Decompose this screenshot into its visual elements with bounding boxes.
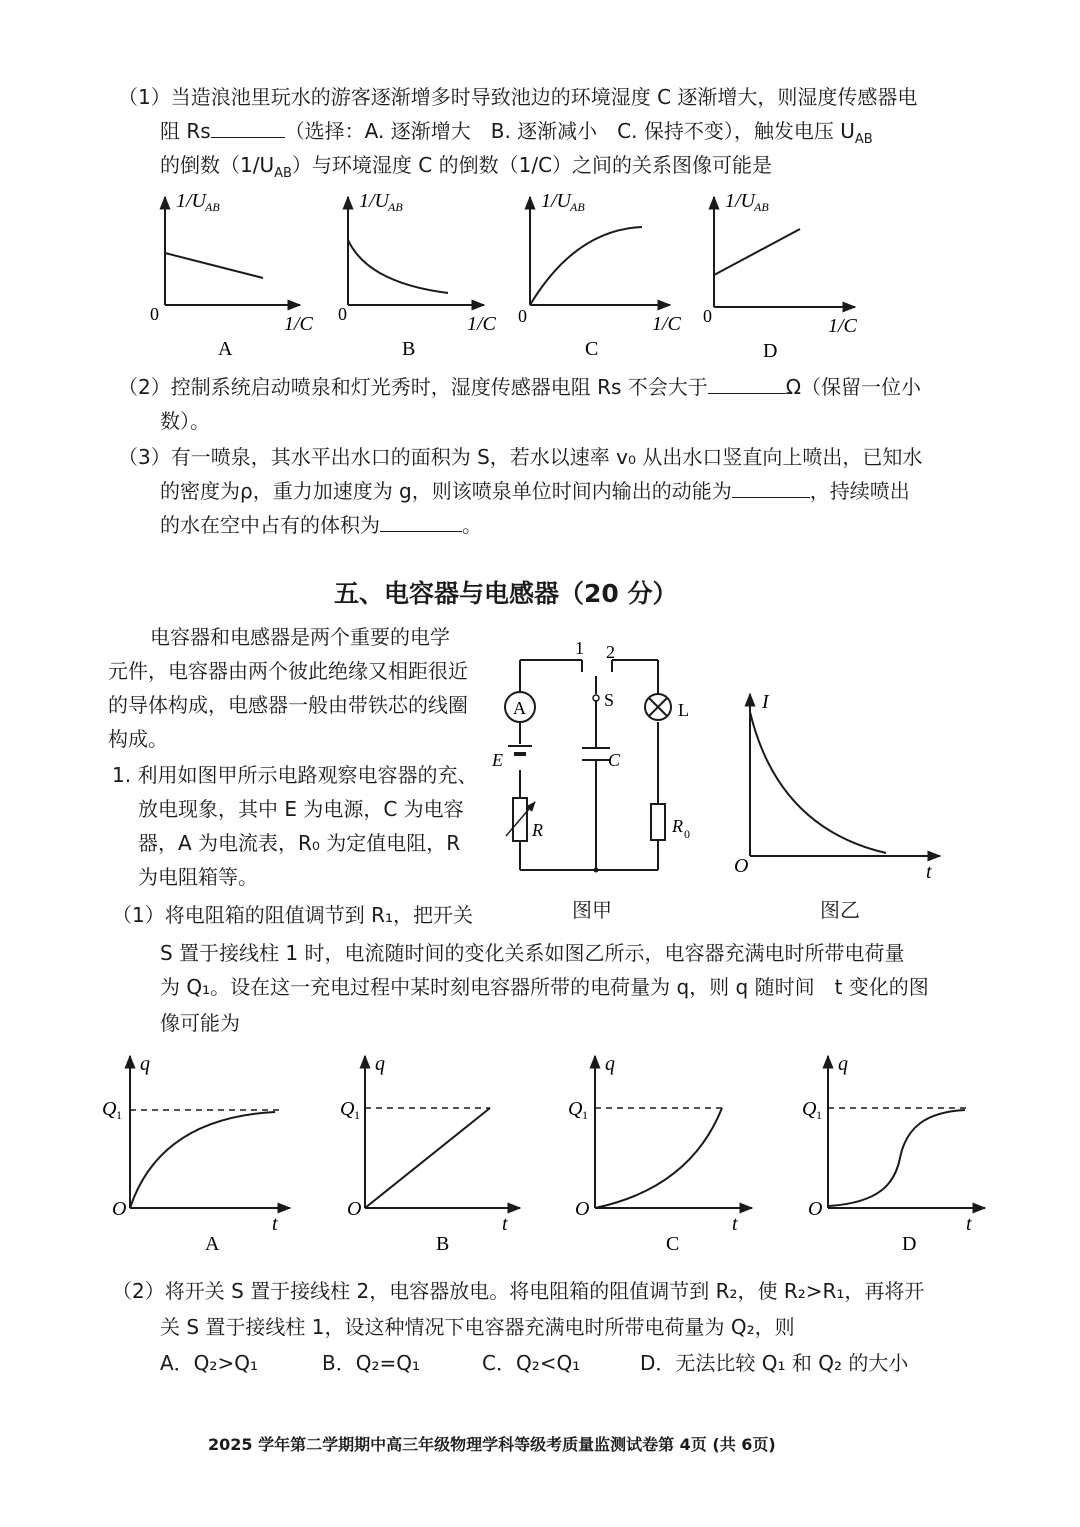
svg-text:Q: Q bbox=[568, 1098, 583, 1120]
svg-text:1: 1 bbox=[582, 1108, 588, 1122]
svg-text:q: q bbox=[605, 1053, 615, 1075]
q1-line2-b: （选择：A. 逐渐增大 B. 逐渐减小 C. 保持不变），触发电压 U bbox=[284, 119, 855, 143]
graph-1B-curve bbox=[348, 240, 448, 293]
graph-1D-ysub: AB bbox=[754, 200, 769, 214]
terminal-1-label: 1 bbox=[575, 638, 584, 658]
battery-label: E bbox=[492, 750, 503, 770]
q3-line3-b: 。 bbox=[462, 513, 482, 537]
battery-icon bbox=[508, 746, 532, 754]
graph-1A-ysub: AB bbox=[205, 200, 220, 214]
intro-line-2: 元件，电容器由两个彼此绝缘又相距很近 bbox=[108, 659, 468, 683]
graph-1C-ysub: AB bbox=[570, 200, 585, 214]
graph-1B-xlabel: 1/C bbox=[467, 313, 496, 335]
graph-yi-curve bbox=[750, 712, 886, 853]
svg-text:t: t bbox=[272, 1213, 278, 1235]
sub1-line-1: （1）将电阻箱的阻值调节到 R₁，把开关 bbox=[112, 903, 473, 927]
q3-line2-b: ，持续喷出 bbox=[809, 479, 910, 503]
q1-answer-blank[interactable] bbox=[211, 117, 285, 138]
sub2-choice-c[interactable]: C．Q₂<Q₁ bbox=[482, 1351, 581, 1375]
graph-1A-origin: 0 bbox=[150, 304, 159, 324]
graph-yi-xlabel: t bbox=[926, 861, 932, 883]
sub1-line-3: 为 Q₁。设在这一充电过程中某时刻电容器所带的电荷量为 q，则 q 随时间 t 变化的图 bbox=[160, 975, 929, 999]
page-footer: 2025 学年第二学期期中高三年级物理学科等级考质量监测试卷第 4页 (共 6页) bbox=[208, 1435, 776, 1454]
svg-text:O: O bbox=[347, 1198, 362, 1220]
graph-1A-line bbox=[165, 253, 263, 278]
graph-1A-letter: A bbox=[218, 338, 233, 360]
graph-2C[interactable] bbox=[568, 1053, 752, 1255]
p1-line-1: 1. 利用如图甲所示电路观察电容器的充、 bbox=[112, 763, 478, 787]
graph-2D-letter: D bbox=[902, 1233, 917, 1255]
graph-yi bbox=[728, 688, 958, 888]
graph-1D-xlabel: 1/C bbox=[828, 315, 857, 337]
graph-2D[interactable] bbox=[802, 1053, 985, 1255]
graph-2C-letter: C bbox=[666, 1233, 680, 1255]
svg-text:Q: Q bbox=[102, 1098, 117, 1120]
graph-1C-ylabel: 1/U bbox=[541, 190, 571, 212]
graph-1A-xlabel: 1/C bbox=[284, 313, 313, 335]
graph-2C-curve bbox=[595, 1108, 722, 1208]
q2-line1-a: （2）控制系统启动喷泉和灯光秀时，湿度传感器电阻 Rs 不会大于 bbox=[118, 375, 708, 399]
sub2-choice-d[interactable]: D．无法比较 Q₁ 和 Q₂ 的大小 bbox=[640, 1351, 909, 1375]
q2-line1 bbox=[118, 370, 921, 404]
intro-line-3: 的导体构成，电感器一般由带铁芯的线圈 bbox=[108, 693, 468, 717]
resistor-r0-label: R bbox=[672, 816, 683, 836]
graph-1B[interactable] bbox=[338, 190, 497, 360]
svg-text:t: t bbox=[502, 1213, 508, 1235]
svg-text:Q: Q bbox=[802, 1098, 817, 1120]
sub2-choice-b[interactable]: B．Q₂=Q₁ bbox=[322, 1351, 420, 1375]
p1-line-3: 器，A 为电流表，R₀ 为定值电阻，R bbox=[138, 831, 461, 855]
svg-text:q: q bbox=[140, 1053, 150, 1075]
rheostat-icon bbox=[506, 798, 535, 841]
lamp-icon bbox=[645, 694, 671, 720]
graph-1C-curve bbox=[530, 227, 642, 305]
sub2-choice-a[interactable]: A．Q₂>Q₁ bbox=[160, 1351, 258, 1375]
graph-1D-ylabel: 1/U bbox=[725, 190, 755, 212]
svg-text:t: t bbox=[732, 1213, 738, 1235]
lamp-label: L bbox=[678, 700, 689, 720]
graph-2B-line bbox=[365, 1108, 490, 1208]
q3-line2-a: 的密度为ρ，重力加速度为 g，则该喷泉单位时间内输出的动能为 bbox=[160, 479, 732, 503]
section-5-title: 五、电容器与电感器（20 分） bbox=[334, 579, 678, 608]
q3-line3-a: 的水在空中占有的体积为 bbox=[160, 513, 380, 537]
sub1-line-4: 像可能为 bbox=[160, 1011, 240, 1035]
capacitor-label: C bbox=[608, 750, 621, 770]
graph-1B-letter: B bbox=[402, 338, 416, 360]
svg-text:A: A bbox=[513, 698, 526, 718]
graph-yi-origin: O bbox=[734, 855, 749, 877]
q3-line1: （3）有一喷泉，其水平出水口的面积为 S，若水以速率 v₀ 从出水口竖直向上喷出，已知水 bbox=[118, 445, 923, 469]
graph-2A-letter: A bbox=[205, 1233, 220, 1255]
graph-1C-xlabel: 1/C bbox=[652, 313, 681, 335]
q1-line3-sub: AB bbox=[274, 166, 292, 181]
graph-2B-letter: B bbox=[436, 1233, 450, 1255]
graph-1C-letter: C bbox=[585, 338, 599, 360]
graph-2A[interactable] bbox=[102, 1053, 290, 1255]
capacitor-icon bbox=[582, 744, 610, 766]
rheostat-label: R bbox=[532, 820, 543, 840]
graphs-2-set bbox=[0, 1048, 1080, 1258]
q1-line1: （1）当造浪池里玩水的游客逐渐增多时导致池边的环境湿度 C 逐渐增大，则湿度传感器电 bbox=[118, 85, 918, 109]
intro-line-1: 电容器和电感器是两个重要的电学 bbox=[150, 625, 450, 649]
graph-yi-ylabel: I bbox=[762, 691, 769, 713]
q1-line3-a: 的倒数（1/U bbox=[160, 153, 275, 177]
svg-text:q: q bbox=[838, 1053, 848, 1075]
q1-line3-b: ）与环境湿度 C 的倒数（1/C）之间的关系图像可能是 bbox=[291, 153, 773, 177]
graph-2A-curve bbox=[130, 1112, 275, 1208]
graph-2D-curve bbox=[828, 1110, 965, 1206]
svg-text:1: 1 bbox=[816, 1108, 822, 1122]
q2-answer-blank[interactable] bbox=[708, 373, 786, 394]
q3-kinetic-energy-blank[interactable] bbox=[732, 477, 810, 498]
svg-text:O: O bbox=[112, 1198, 127, 1220]
sub2-line-1: （2）将开关 S 置于接线柱 2，电容器放电。将电阻箱的阻值调节到 R₂，使 R₂>R₁，再将开 bbox=[112, 1279, 925, 1303]
intro-line-4: 构成。 bbox=[108, 727, 168, 751]
terminal-2-label: 2 bbox=[606, 642, 615, 662]
resistor-r0-sub: 0 bbox=[684, 827, 690, 841]
p1-line-2: 放电现象，其中 E 为电源，C 为电容 bbox=[138, 797, 464, 821]
svg-text:q: q bbox=[375, 1053, 385, 1075]
q2-line1-b: Ω（保留一位小 bbox=[785, 375, 922, 399]
svg-text:O: O bbox=[575, 1198, 590, 1220]
graph-1C-origin: 0 bbox=[518, 306, 527, 326]
graph-1D-origin: 0 bbox=[703, 306, 712, 326]
sub1-line-2: S 置于接线柱 1 时，电流随时间的变化关系如图乙所示，电容器充满电时所带电荷量 bbox=[160, 941, 905, 965]
p1-line-4: 为电阻箱等。 bbox=[138, 865, 258, 889]
graphs-1-set bbox=[0, 185, 1080, 365]
graph-2B[interactable] bbox=[340, 1053, 520, 1255]
circuit-caption: 图甲 bbox=[572, 900, 612, 922]
svg-text:O: O bbox=[808, 1198, 823, 1220]
graph-1D[interactable] bbox=[703, 190, 858, 362]
graph-1D-line bbox=[714, 229, 800, 275]
sub2-line-2: 关 S 置于接线柱 1，设这种情况下电容器充满电时所带电荷量为 Q₂，则 bbox=[160, 1315, 795, 1339]
svg-text:1: 1 bbox=[116, 1108, 122, 1122]
circuit-diagram bbox=[480, 636, 720, 916]
svg-text:t: t bbox=[966, 1213, 972, 1235]
graph-1B-ysub: AB bbox=[388, 200, 403, 214]
ammeter-icon bbox=[505, 692, 535, 722]
graph-1C[interactable] bbox=[518, 190, 682, 360]
graph-1B-ylabel: 1/U bbox=[359, 190, 389, 212]
q3-line3 bbox=[160, 508, 482, 542]
graph-1A-ylabel: 1/U bbox=[176, 190, 206, 212]
graph-1B-origin: 0 bbox=[338, 304, 347, 324]
graph-yi-caption: 图乙 bbox=[820, 900, 860, 922]
q1-line2-sub: AB bbox=[854, 132, 873, 147]
graph-1D-letter: D bbox=[763, 340, 778, 362]
q2-line2: 数）。 bbox=[160, 409, 210, 433]
q1-line2-a: 阻 Rs bbox=[160, 119, 211, 143]
resistor-r0-icon bbox=[651, 804, 665, 840]
q3-volume-blank[interactable] bbox=[380, 511, 462, 532]
svg-text:1: 1 bbox=[354, 1108, 360, 1122]
graph-1A[interactable] bbox=[150, 190, 314, 360]
q3-line2 bbox=[160, 474, 910, 508]
svg-text:Q: Q bbox=[340, 1098, 355, 1120]
switch-label: S bbox=[604, 690, 615, 710]
